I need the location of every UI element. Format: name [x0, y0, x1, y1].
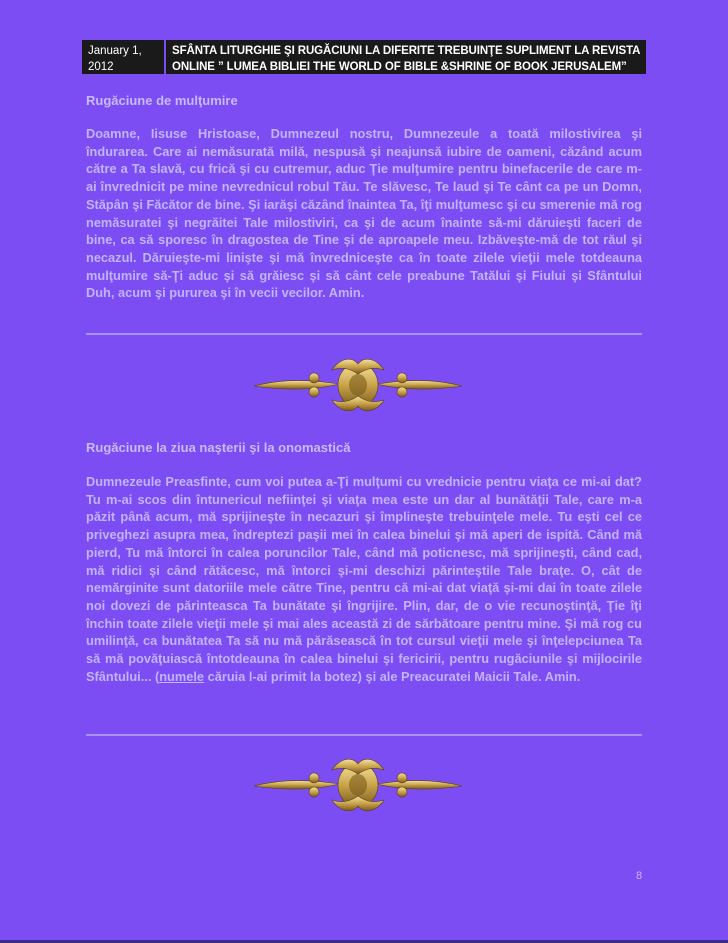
header-separator [164, 40, 166, 74]
prayer-birthday-text-part2: căruia l-ai primit la botez) şi ale Preacuratei Maicii Tale. Amin. [204, 668, 581, 684]
prayer-birthday-text [86, 473, 642, 685]
page-number: 8 [636, 870, 643, 882]
prayer-thanks-text: Doamne, Iisuse Hristoase, Dumnezeul nostru, Dumnezeule a toată milostivirea şi îndurarea. Care ai nemăsurată milă, nespusă şi neajunsă iubire de oameni, căzând acum către a Ta slavă, cu frică şi cu cutremur, aduc Ţie mulţumire pentru binefacerile de care m-ai învrednicit pe mine nevrednicul robul Tău. Te slăvesc, Te laud şi Te cânt ca pe un Domn, Stăpân şi Făcător de bine. Şi iarăşi căzând înaintea Ta, îţi mulţumesc şi cu smerenie mă rog nemăsuratei şi negrăitei Tale milostiviri, ca şi de acum înainte să-mi dăruieşti faceri de bine, ca să sporesc în dragostea de Tine şi de aproapele meu. Izbăveşte-mă de tot răul şi necazul. Dăruieşte-mi linişte şi mă învredniceşte ca în toate zilele vieţii mele totdeauna mulţumire să-Ţi aduc şi să grăiesc şi să cânt cele preabune Tatălui şi Fiului şi Sfântului Duh, acum şi pururea şi în vecii vecilor. Amin. [86, 126, 642, 301]
header-title-line2: ONLINE ” LUMEA BIBLIEI THE WORLD OF BIBLE &SHRINE OF BOOK JERUSALEM” [172, 61, 627, 73]
header-date-text: January 1, 2012 [88, 45, 142, 73]
header-title [172, 43, 640, 75]
divider-line [86, 333, 642, 335]
section-title-thanks: Rugăciune de mulţumire [86, 93, 238, 108]
ornament-divider-2-icon [244, 750, 472, 820]
header-date [88, 43, 156, 75]
page-header [82, 40, 646, 74]
header-title-line1: SFÂNTA LITURGHIE ŞI RUGĂCIUNI LA DIFERITE TREBUINŢE SUPLIMENT LA REVISTA [172, 45, 641, 57]
divider-line-2 [86, 734, 642, 736]
prayer-birthday-underlined: numele [159, 668, 205, 684]
section-title-birthday: Rugăciune la ziua naşterii şi la onomastică [86, 440, 351, 455]
ornament-divider-icon [244, 350, 472, 420]
prayer-birthday-text-part1: Dumnezeule Preasfinte, cum voi putea a-Ţi mulţumi cu vrednicie pentru viaţa ce mi-ai dat? Tu m-ai scos din întunericul nefiinţei şi viaţa mea este un dar al bunătăţii Tale, care m-a păzit până acum, mă sprijineşte în necazuri şi împlineşte trebuinţele mele. Tu eşti cel ce priveghezi asupra mea, îndreptezi paşii mei în calea binelui şi mă aperi de ispită. Când mă pierd, Tu mă întorci în calea poruncilor Tale, când mă poticnesc, mă sprijineşti, când cad, mă ridici şi când rătăcesc, mă întorci şi-mi deschizi părinteştile Tale braţe. O, cât de nemărginite sunt datoriile mele către Tine, pentru că mi-ai dat viaţă şi-mi dai în toate zilele noi dovezi de părinteasca Ta bunătate şi îngrijire. Plin, dar, de o vie recunoştinţă, Ţie îţi închin toate zilele vieţii mele şi mai ales această zi de sărbătoare pentru mine. Şi mă rog cu umilinţă, ca bunătatea Ta să nu mă părăsească în tot cursul vieţii mele şi înţelepciunea Ta să mă povăţuiască întotdeauna în calea binelui şi fericirii, pentru rugăciunile şi mijlocirile Sfântului... ( [86, 474, 642, 684]
